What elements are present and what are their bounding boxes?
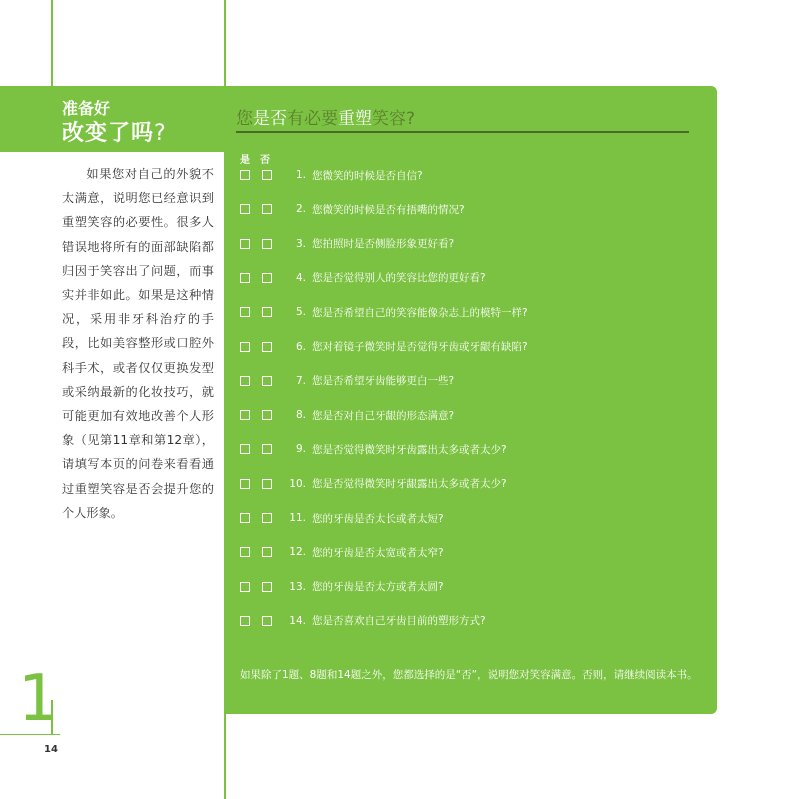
- page-number: 14: [44, 744, 58, 755]
- title-part-d: 重塑: [338, 109, 372, 129]
- no-checkbox[interactable]: [262, 239, 272, 249]
- no-checkbox[interactable]: [262, 616, 272, 626]
- title-line-1: 准备好: [62, 99, 111, 118]
- question-row: [240, 577, 444, 597]
- left-margin-line: [51, 0, 53, 86]
- no-checkbox[interactable]: [262, 582, 272, 592]
- yes-checkbox[interactable]: [240, 616, 250, 626]
- question-number: 3.: [295, 237, 306, 250]
- title-line-2-text: 改变了吗: [62, 121, 155, 146]
- footer-note: 如果除了1题、8题和14题之外，您都选择的是“否”，说明您对笑容满意。否则，请继续阅读本书。: [240, 669, 698, 681]
- question-row: [240, 474, 507, 494]
- yes-checkbox[interactable]: [240, 170, 250, 180]
- question-row: [240, 302, 528, 322]
- title-divider: [236, 131, 689, 133]
- no-checkbox[interactable]: [262, 513, 272, 523]
- question-row: [240, 405, 454, 425]
- question-text: 您是否觉得微笑时牙龈露出太多或者太少?: [312, 478, 507, 491]
- question-number: 12.: [289, 546, 306, 559]
- question-number: 7.: [295, 374, 306, 387]
- question-number: 8.: [295, 409, 306, 422]
- question-text: 您拍照时是否侧脸形象更好看?: [312, 238, 455, 251]
- question-number: 11.: [289, 512, 306, 524]
- yes-checkbox[interactable]: [240, 547, 250, 557]
- questionnaire-title: [236, 104, 415, 129]
- question-row: [240, 439, 507, 459]
- question-number: 13.: [289, 580, 306, 593]
- no-checkbox[interactable]: [262, 307, 272, 317]
- question-row: [240, 165, 423, 185]
- question-text: 您微笑的时候是否自信?: [312, 169, 423, 182]
- question-text: 您的牙齿是否太长或者太短?: [312, 512, 444, 525]
- no-checkbox[interactable]: [262, 547, 272, 557]
- yes-no-header: [240, 151, 280, 166]
- no-checkbox[interactable]: [262, 410, 272, 420]
- no-checkbox[interactable]: [262, 479, 272, 489]
- chapter-number: 1: [18, 662, 59, 736]
- yes-checkbox[interactable]: [240, 410, 250, 420]
- question-number: 5.: [295, 306, 306, 319]
- question-text: 您是否喜欢自己牙齿目前的塑形方式?: [312, 615, 486, 628]
- question-number: 4.: [295, 271, 306, 284]
- question-row: [240, 542, 444, 562]
- yes-checkbox[interactable]: [240, 444, 250, 454]
- question-text: 您对着镜子微笑时是否觉得牙齿或牙龈有缺陷?: [312, 341, 528, 353]
- question-text: 您是否希望自己的笑容能像杂志上的模特一样?: [312, 306, 528, 319]
- title-part-a: 您: [236, 109, 253, 129]
- question-row: [240, 611, 486, 631]
- question-number: 14.: [289, 614, 306, 627]
- title-question-mark: ?: [154, 121, 167, 146]
- question-row: [240, 337, 528, 357]
- no-checkbox[interactable]: [262, 204, 272, 214]
- yes-checkbox[interactable]: [240, 204, 250, 214]
- question-row: [240, 268, 486, 288]
- yes-checkbox[interactable]: [240, 342, 250, 352]
- question-row: [240, 234, 454, 254]
- question-text: 您的牙齿是否太宽或者太窄?: [312, 546, 444, 559]
- yes-checkbox[interactable]: [240, 239, 250, 249]
- question-text: 您是否希望牙齿能够更白一些?: [312, 375, 455, 388]
- title-line-2: [62, 116, 167, 147]
- yes-checkbox[interactable]: [240, 376, 250, 386]
- intro-paragraph: 如果您对自己的外貌不太满意，说明您已经意识到重塑笑容的必要性。很多人错误地将所有的面部缺陷都归因于笑容出了问题，而事实并非如此。如果是这种情况，采用非牙科治疗的手段，比如美容整形或口腔外科手术，或者仅仅更换发型或采纳最新的化妆技巧，就可能更加有效地改善个人形象（见第11章和第12章），请填写本页的问卷来看看通过重塑笑容是否会提升您的个人形象。: [62, 167, 214, 520]
- no-label: 否: [260, 155, 270, 166]
- question-text: 您是否对自己牙龈的形态满意?: [312, 409, 455, 422]
- yes-checkbox[interactable]: [240, 273, 250, 283]
- question-text: 您的牙齿是否太方或者太圆?: [312, 581, 444, 594]
- question-number: 10.: [289, 477, 306, 490]
- questionnaire-panel: [226, 86, 717, 714]
- no-checkbox[interactable]: [262, 342, 272, 352]
- no-checkbox[interactable]: [262, 444, 272, 454]
- question-row: [240, 371, 454, 391]
- question-row: [240, 199, 465, 219]
- question-number: 6.: [295, 340, 306, 353]
- title-part-c: 有必要: [287, 109, 338, 129]
- yes-checkbox[interactable]: [240, 479, 250, 489]
- no-checkbox[interactable]: [262, 170, 272, 180]
- question-text: 您是否觉得微笑时牙齿露出太多或者太少?: [312, 443, 507, 456]
- no-checkbox[interactable]: [262, 376, 272, 386]
- question-number: 2.: [295, 203, 306, 216]
- yes-label: 是: [240, 155, 250, 166]
- yes-checkbox[interactable]: [240, 307, 250, 317]
- title-part-b: 是否: [253, 109, 287, 129]
- yes-checkbox[interactable]: [240, 582, 250, 592]
- question-text: 您微笑的时候是否有捂嘴的情况?: [312, 203, 465, 216]
- question-text: 您是否觉得别人的笑容比您的更好看?: [312, 272, 486, 285]
- title-part-e: 笑容?: [372, 109, 416, 129]
- yes-checkbox[interactable]: [240, 513, 250, 523]
- question-number: 9.: [295, 443, 306, 456]
- no-checkbox[interactable]: [262, 273, 272, 283]
- question-row: [240, 508, 444, 528]
- question-number: 1.: [295, 169, 306, 181]
